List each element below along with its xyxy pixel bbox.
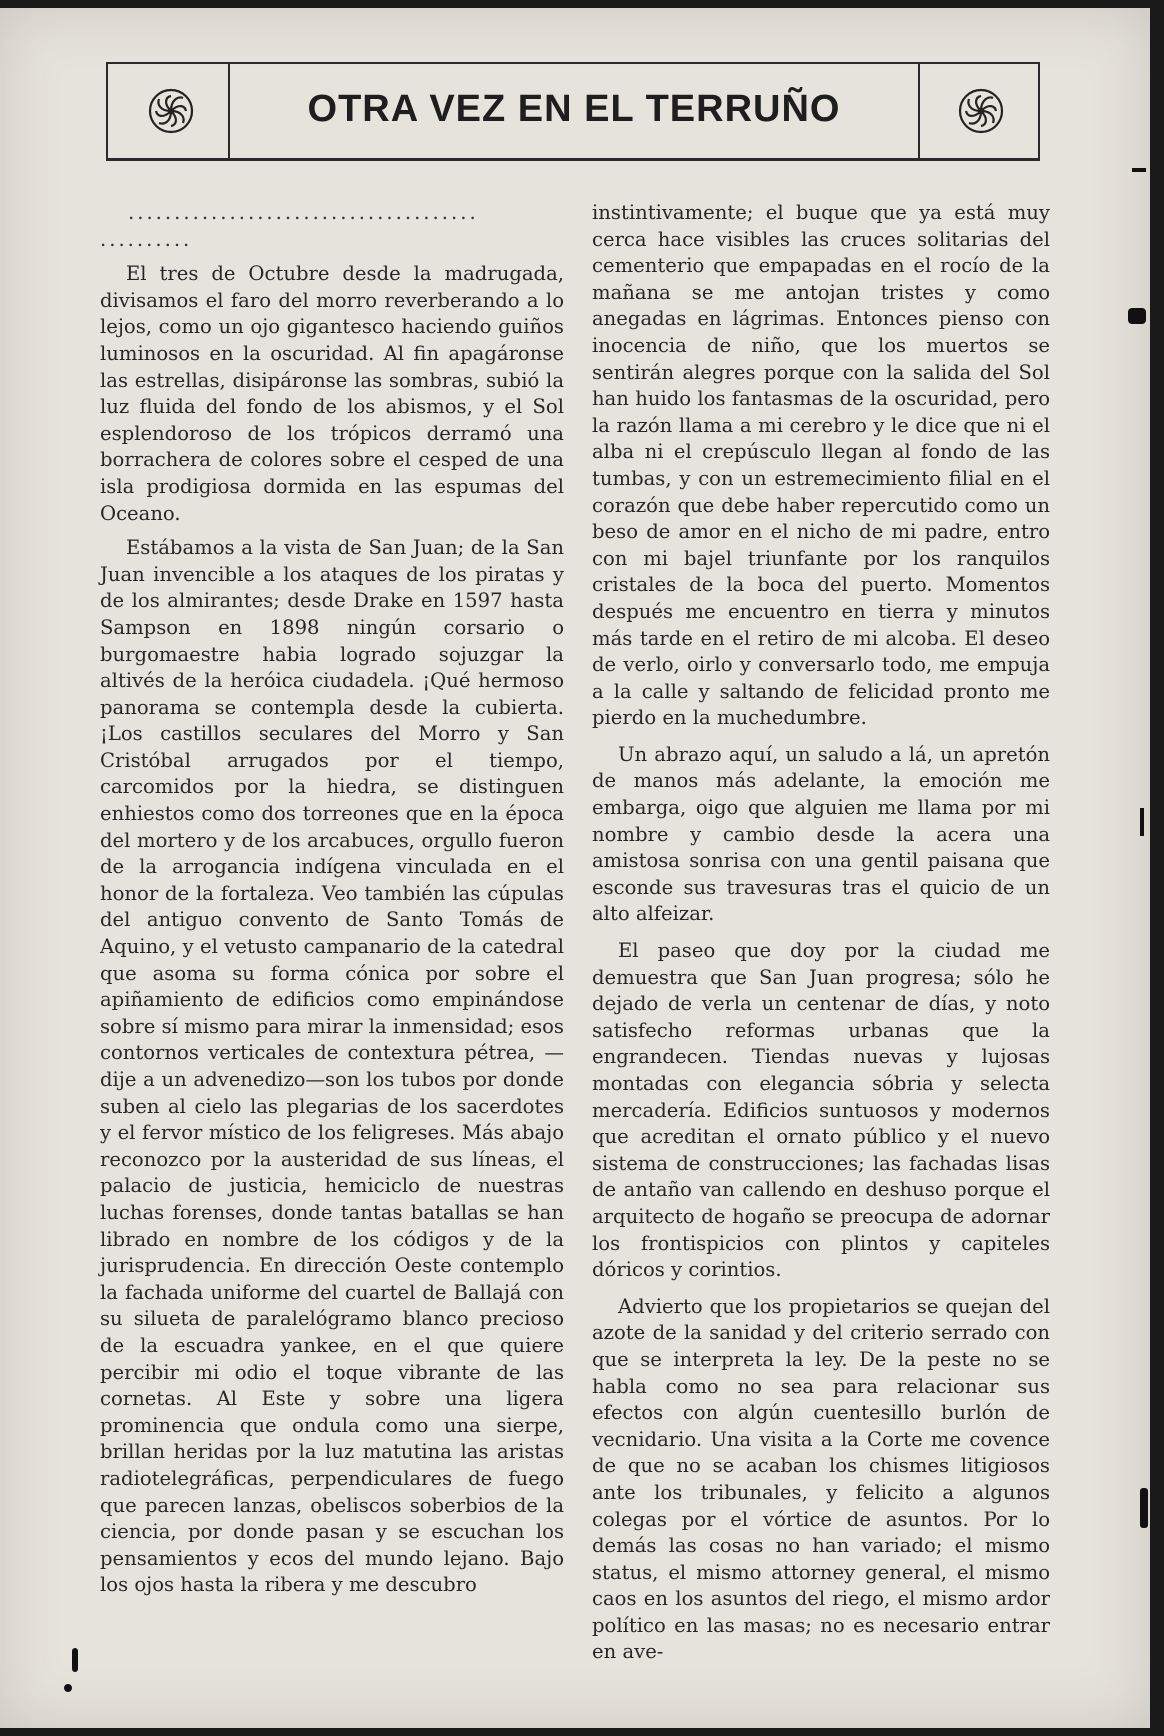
paragraph: instintivamente; el buque que ya está muy cerca hace visibles las cruces solitarias del cementerio que empapadas en el rocío de la mañana se me antojan tristes y como anegadas en lágrimas. Entonces pienso con inocencia de niño, que los muertos se sentirán alegres porque con la salida del Sol han huido los fantasmas de la oscuridad, pero la razón llama a mi cerebro y le dice que ni el alba ni el crepúsculo llegan al fondo de las tumbas, y con un estremecimiento filial en el corazón que debe haber repercutido como un beso de amor en el nicho de mi padre, entro con mi bajel triunfante por los ranquilos cristales de la boca del puerto. Momentos después me encuentro en tierra y minutos más tarde en el retiro de mi alcoba. El deseo de verlo, oirlo y conversarlo todo, me empuja a la calle y saltando de felicidad pronto me pierdo en la muchedumbre. [592, 201, 1050, 730]
ellipsis-line: ...................................... [128, 201, 479, 224]
magazine-page [0, 8, 1150, 1728]
paragraph: El tres de Octubre desde la madrugada, divisamos el faro del morro reverberando a lo lejos, como un ojo gigantesco haciendo guiños luminosos en la oscuridad. Al fin apagáronse las estrellas, disipáronse las sombras, subió la luz fluida del fondo de los abismos, y el Sol esplendoroso de los trópicos derramó una borrachera de colores sobre el cesped de una isla prodigiosa dormida en las espumas del Oceano. [100, 262, 564, 525]
paragraph: Un abrazo aquí, un saludo a lá, un apretón de manos más adelante, la emoción me embarga, oigo que alguien me llama por mi nombre y cambio desde la acera una amistosa sonrisa con una gentil paisana que esconde sus travesuras tras el quicio de un alto alfeizar. [592, 742, 1050, 926]
scan-mark [64, 1684, 72, 1692]
header-divider-right [918, 64, 920, 158]
left-column [100, 200, 564, 1599]
rosette-ornament-icon [958, 88, 1004, 134]
header-divider-left [228, 64, 230, 158]
paragraph: Advierto que los propietarios se quejan del azote de la sanidad y del criterio serrado con que se interpreta la ley. De la peste no se habla como no sea para relacionar sus efectos con algún cuentesillo burlón de vecnidario. Una visita a la Corte me covence de que no se acaban los chismes litigiosos ante los tribunales, y felicito a algunos colegas por el vórtice de asuntos. Por lo demás las cosas no han variado; el mismo status, el mismo attorney general, el mismo caos en los asuntos del riego, el mismo ardor político en las masas; no es necesario entrar en ave- [592, 1294, 1050, 1664]
scan-mark [1140, 1488, 1148, 1528]
rosette-ornament-icon [148, 88, 194, 134]
scan-mark [72, 1648, 78, 1672]
scan-mark [1132, 168, 1146, 172]
paragraph: El paseo que doy por la ciudad me demuestra que San Juan progresa; sólo he dejado de verla un centenar de días, y noto satisfecho reformas urbanas que la engrandecen. Tiendas nuevas y lujosas montadas con elegancia sóbria y selecta mercadería. Edificios suntuosos y modernos que acreditan el ornato público y el nuevo sistema de construcciones; las fachadas lisas de antaño van callendo en deshuso porque el arquitecto de hogaño se preocupa de adornar los frontispicios con plintos y capiteles dóricos y corintios. [592, 939, 1050, 1282]
ellipsis-line: .......... [100, 227, 193, 251]
paragraph: Estábamos a la vista de San Juan; de la San Juan invencible a los ataques de los piratas y de los almirantes; desde Drake en 1597 hasta Sampson en 1898 ningún corsario o burgomaestre habia logrado sojuzgar la altivés de la heróica ciudadela. ¡Qué hermoso panorama se contempla desde la cubierta. ¡Los castillos seculares del Morro y San Cristóbal arrugados por el tiempo, carcomidos por la hiedra, se distinguen enhiestos como dos torreones que en la época del mortero y de los arcabuces, orgullo fueron de la arrogancia indígena vinculada en el honor de la fortaleza. Veo también las cúpulas del antiguo convento de Santo Tomás de Aquino, y el vetusto campanario de la catedral que asoma su forma cónica por sobre el apiñamiento de edificios como empinándose sobre sí mismo para mirar la inmensidad; esos contornos verticales de contextura pétrea, —dije a un advenedizo—son los tubos por donde suben al cielo las plegarias de los sacerdotes y el fervor místico de los feligreses. Más abajo reconozco por la austeridad de sus líneas, el palacio de justicia, hemiciclo de nuestras luchas forenses, donde tantas batallas se han librado en nombre de los códigos y de la jurisprudencia. En dirección Oeste contemplo la fachada uniforme del cuartel de Ballajá con su silueta de paralelógramo blanco precioso de la escuadra yankee, en el que quiere percibir mi odio el toque vibrante de las cornetas. Al Este y sobre una ligera prominencia que ondula como una sierpe, brillan heridas por la luz matutina las aristas radiotelegráficas, perpendiculares de fuego que parecen lanzas, obeliscos soberbios de la ciencia, por donde pasan y se escuchan los pensamientos y ecos del mundo lejano. Bajo los ojos hasta la ribera y me descubro [100, 536, 564, 1597]
page-title: OTRA VEZ EN EL TERRUÑO [307, 88, 841, 130]
right-column [592, 200, 1050, 1666]
scan-mark [1140, 808, 1144, 836]
scan-mark [1128, 308, 1146, 324]
header-banner [106, 62, 1040, 161]
